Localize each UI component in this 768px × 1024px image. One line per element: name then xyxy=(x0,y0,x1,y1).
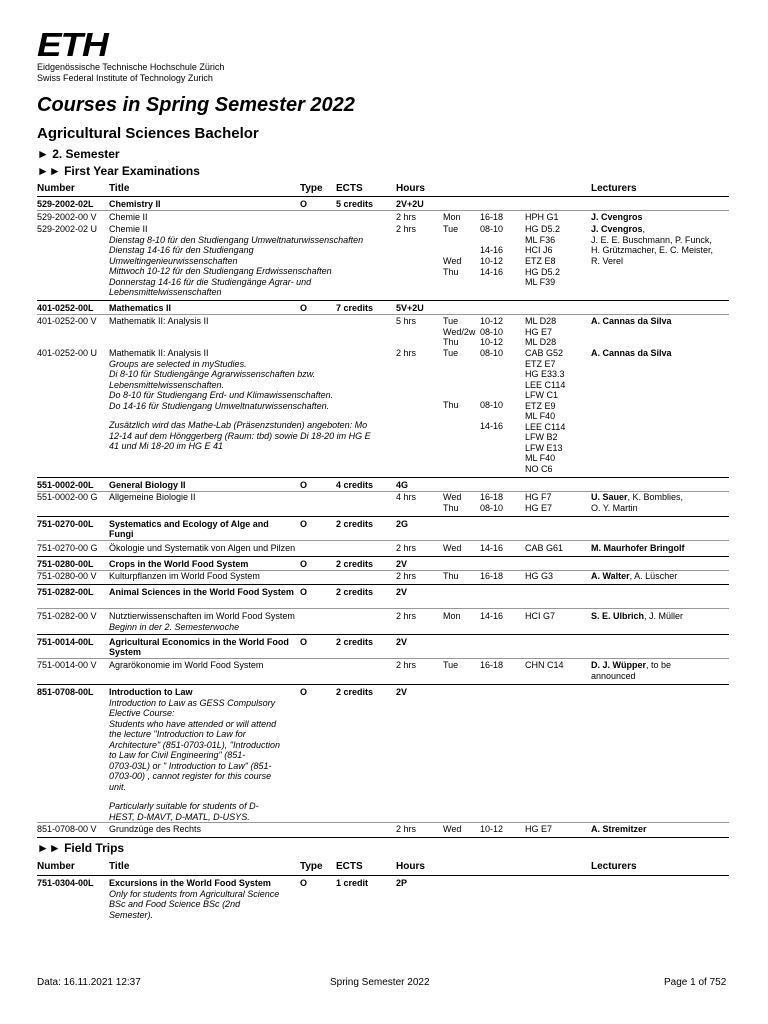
course-ects: 2 credits xyxy=(336,519,374,529)
course-note: Particularly suitable for students of D- xyxy=(109,801,259,811)
unit-lecturer: A. Cannas da Silva xyxy=(591,348,672,358)
course-note: Architecture" (851-0703-01L), "Introduction xyxy=(109,739,280,750)
course-hours: 2P xyxy=(396,878,408,888)
unit-room: HG G3 xyxy=(525,571,554,581)
lecturer-rest: , A. Lüscher xyxy=(629,571,678,581)
header-rule xyxy=(37,196,729,197)
col-title: Title xyxy=(109,183,130,194)
course-ects: 2 credits xyxy=(336,687,374,697)
unit-lecturer xyxy=(591,224,645,234)
unit-room: ETZ E9 xyxy=(525,400,556,411)
col-lecturers: Lecturers xyxy=(591,183,637,194)
unit-hours: 4 hrs xyxy=(396,492,417,502)
unit-lecturer: announced xyxy=(591,670,636,681)
course-number: 751-0280-00L xyxy=(37,559,94,569)
course-ects: 2 credits xyxy=(336,637,374,647)
unit-day: Wed xyxy=(443,543,462,553)
unit-time: 14-16 xyxy=(480,421,504,431)
unit-room: CAB G61 xyxy=(525,543,564,553)
col-type: Type xyxy=(300,183,323,194)
course-note: Elective Course: xyxy=(109,708,175,718)
course-title: Excursions in the World Food System xyxy=(109,878,271,888)
unit-note: Groups are selected in myStudies. xyxy=(109,358,247,369)
unit-lecturer: A. Cannas da Silva xyxy=(591,316,672,326)
unit-day: Tue xyxy=(443,660,459,670)
unit-lecturer: R. Verel xyxy=(591,256,624,266)
unit-hours: 2 hrs xyxy=(396,571,417,581)
course-hours: 5V+2U xyxy=(396,303,424,313)
course-type: O xyxy=(300,559,308,569)
course-title: Agricultural Economics in the World Food System xyxy=(109,637,289,658)
course-hours: 4G xyxy=(396,480,409,490)
unit-day: Tue xyxy=(443,224,459,234)
unit-hours: 2 hrs xyxy=(396,212,417,222)
course-type: O xyxy=(300,303,308,313)
unit-room: CHN C14 xyxy=(525,660,564,670)
unit-title: Ökologie und Systematik von Algen und Pilzen xyxy=(109,543,296,553)
unit-hours: 2 hrs xyxy=(396,224,417,234)
unit-time: 16-18 xyxy=(480,660,504,670)
col-hours: Hours xyxy=(396,183,425,194)
course-note: 0703-00) , cannot register for this course xyxy=(109,771,272,781)
unit-time: 16-18 xyxy=(480,492,504,502)
course-ects: 7 credits xyxy=(336,303,374,313)
unit-note: Zusätzlich wird das Mathe-Lab (Präsenzstunden) angeboten: Mo xyxy=(109,420,368,430)
course-note: Semester). xyxy=(109,909,154,920)
unit-note: Beginn in der 2. Semesterwoche xyxy=(109,621,240,632)
semester-heading: ► 2. Semester xyxy=(37,147,120,161)
course-note: Introduction to Law as GESS Compulsory xyxy=(109,697,276,708)
unit-number: 751-0282-00 V xyxy=(37,611,97,621)
lecturer-sep: , xyxy=(642,224,646,234)
course-type: O xyxy=(300,878,308,888)
course-type: O xyxy=(300,637,308,647)
course-title: Mathematics II xyxy=(109,303,172,313)
unit-room: LFW E13 xyxy=(525,442,563,453)
unit-room: HG E7 xyxy=(525,502,553,513)
col-number: Number xyxy=(37,183,75,194)
course-note: Students who have attended or will attend xyxy=(109,718,277,729)
unit-lecturer: A. Stremitzer xyxy=(591,824,647,834)
unit-note: Umweltingenieurwissenschaften xyxy=(109,255,238,266)
unit-number: 751-0270-00 G xyxy=(37,543,98,553)
unit-title: Mathematik II: Analysis II xyxy=(109,348,209,358)
lecturer-rest: , K. Bomblies, xyxy=(627,492,684,502)
unit-hours: 2 hrs xyxy=(396,824,417,834)
unit-lecturer: M. Maurhofer Bringolf xyxy=(591,543,685,553)
course-note: the lecture "Introduction to Law for xyxy=(109,729,246,739)
col-hours: Hours xyxy=(396,861,425,872)
lecturer-rest: , to be xyxy=(646,660,672,670)
unit-title: Allgemeine Biologie II xyxy=(109,492,196,502)
course-title: General Biology II xyxy=(109,480,186,490)
unit-day: Thu xyxy=(443,502,459,513)
unit-room: ML F36 xyxy=(525,234,556,245)
eth-logo-mark: ETH xyxy=(37,26,108,63)
course-title: Chemistry II xyxy=(109,199,161,209)
col-ects: ECTS xyxy=(336,861,363,872)
unit-room: HG E7 xyxy=(525,824,553,834)
col-title: Title xyxy=(109,861,130,872)
unit-room: HG F7 xyxy=(525,492,552,502)
unit-room: ETZ E8 xyxy=(525,256,556,266)
unit-lecturer: J. E. E. Buschmann, P. Funck, xyxy=(591,234,712,245)
col-ects: ECTS xyxy=(336,183,363,194)
unit-day: Thu xyxy=(443,337,459,347)
unit-number: 401-0252-00 V xyxy=(37,316,97,326)
unit-number: 751-0280-00 V xyxy=(37,571,97,581)
lecturer-main: S. E. Ulbrich xyxy=(591,611,645,621)
unit-time: 16-18 xyxy=(480,212,504,222)
unit-title: Chemie II xyxy=(109,212,148,222)
unit-room: LFW C1 xyxy=(525,390,559,400)
unit-number: 529-2002-00 V xyxy=(37,212,97,222)
unit-lecturer xyxy=(591,611,683,621)
unit-lecturer: O. Y. Martin xyxy=(591,502,638,513)
lecturer-rest: , J. Müller xyxy=(644,611,684,621)
course-type: O xyxy=(300,199,308,209)
course-ects: 1 credit xyxy=(336,878,369,888)
course-note: 0703-03L) or " Introduction to Law" (851- xyxy=(109,760,272,771)
course-hours: 2G xyxy=(396,519,409,529)
course-number: 751-0282-00L xyxy=(37,587,94,597)
footer-semester: Spring Semester 2022 xyxy=(330,977,430,988)
unit-room: LEE C114 xyxy=(525,421,566,432)
course-hours: 2V xyxy=(396,637,408,647)
course-number: 751-0304-00L xyxy=(37,878,94,888)
unit-time: 08-10 xyxy=(480,502,504,513)
course-hours: 2V xyxy=(396,687,408,697)
unit-time: 10-12 xyxy=(480,824,504,834)
unit-room: ML D28 xyxy=(525,337,557,347)
unit-lecturer: J. Cvengros xyxy=(591,212,643,222)
unit-room: HPH G1 xyxy=(525,212,559,222)
unit-note: Do 8-10 für Studiengang Erd- und Klimawissenschaften. xyxy=(109,390,334,400)
unit-room: ETZ E7 xyxy=(525,358,556,369)
course-note: unit. xyxy=(109,781,127,792)
course-ects: 5 credits xyxy=(336,199,374,209)
unit-time: 14-16 xyxy=(480,266,504,277)
unit-note: Mittwoch 10-12 für den Studiengang Erdwissenschaften xyxy=(109,266,332,276)
course-title: Introduction to Law xyxy=(109,687,193,697)
unit-time: 10-12 xyxy=(480,316,504,326)
unit-time: 10-12 xyxy=(480,256,504,266)
unit-room: HG E7 xyxy=(525,326,553,337)
lecturer-main: U. Sauer xyxy=(591,492,628,502)
footer-page-number: Page 1 of 752 xyxy=(664,977,727,988)
footer-date: Data: 16.11.2021 12:37 xyxy=(37,977,141,988)
unit-room: ML F40 xyxy=(525,453,556,463)
unit-time: 14-16 xyxy=(480,543,504,553)
unit-day: Mon xyxy=(443,611,461,621)
unit-title: Chemie II xyxy=(109,224,148,234)
course-type: O xyxy=(300,687,308,697)
unit-time: 14-16 xyxy=(480,611,504,621)
course-number: 751-0014-00L xyxy=(37,637,94,647)
unit-title: Kulturpflanzen im World Food System xyxy=(109,571,260,581)
course-note: to Law for Civil Engineering" (851- xyxy=(109,750,246,760)
unit-note: Lebensmittelwissenschaften. xyxy=(109,379,225,390)
unit-number: 851-0708-00 V xyxy=(37,824,97,834)
unit-lecturer xyxy=(591,571,677,581)
unit-title: Mathematik II: Analysis II xyxy=(109,316,209,326)
unit-day: Thu xyxy=(443,571,459,581)
unit-number: 529-2002-02 U xyxy=(37,224,98,234)
unit-note: Do 14-16 für Studiengang Umweltnaturwissenschaften. xyxy=(109,400,330,411)
eth-logo xyxy=(37,26,225,84)
course-note: Only for students from Agricultural Science xyxy=(109,888,280,899)
course-ects: 4 credits xyxy=(336,480,374,490)
unit-room: NO C6 xyxy=(525,463,553,474)
unit-lecturer: H. Grützmacher, E. C. Meister, xyxy=(591,245,714,255)
unit-hours: 2 hrs xyxy=(396,348,417,358)
col-lecturers: Lecturers xyxy=(591,861,637,872)
unit-time: 16-18 xyxy=(480,571,504,581)
unit-hours: 2 hrs xyxy=(396,543,417,553)
col-number: Number xyxy=(37,861,75,872)
unit-day: Thu xyxy=(443,266,459,277)
lecturer-main: J. Cvengros xyxy=(591,224,643,234)
unit-lecturer xyxy=(591,492,683,502)
unit-note: Lebensmittelwissenschaften xyxy=(109,287,222,297)
unit-day: Wed xyxy=(443,824,462,834)
table-header xyxy=(37,859,729,876)
course-title: Systematics and Ecology of Alge and Fungi xyxy=(109,519,269,540)
course-type: O xyxy=(300,587,308,597)
unit-number: 401-0252-00 U xyxy=(37,348,98,358)
lecturer-main: A. Walter xyxy=(591,571,630,581)
unit-time: 08-10 xyxy=(480,224,504,234)
unit-time: 14-16 xyxy=(480,245,504,255)
course-number: 751-0270-00L xyxy=(37,519,94,529)
unit-note: Di 8-10 für Studiengänge Agrarwissenschaften bzw. xyxy=(109,369,316,379)
course-note: BSc and Food Science BSc (2nd xyxy=(109,899,241,909)
eth-name-german: Eidgenössische Technische Hochschule Zürich xyxy=(37,62,225,72)
course-type: O xyxy=(300,519,308,529)
unit-room: LFW B2 xyxy=(525,432,558,442)
unit-day: Wed/2w xyxy=(443,326,476,337)
course-ects: 2 credits xyxy=(336,587,374,597)
unit-hours: 2 hrs xyxy=(396,611,417,621)
unit-day: Thu xyxy=(443,400,459,410)
unit-time: 08-10 xyxy=(480,348,504,358)
course-hours: 2V xyxy=(396,587,408,597)
unit-note: 12-14 auf dem Hönggerberg (Raum: tbd) sowie Di 18-20 im HG E xyxy=(109,430,371,441)
unit-note: 41 und Mi 18-20 im HG E 41 xyxy=(109,441,224,451)
unit-room: HG D5.2 xyxy=(525,224,561,234)
course-hours: 2V+2U xyxy=(396,199,424,209)
unit-note: Donnerstag 14-16 für die Studiengänge Agrar- und xyxy=(109,276,312,287)
unit-room: HCI G7 xyxy=(525,611,556,621)
unit-note: Dienstag 14-16 für den Studiengang xyxy=(109,245,254,255)
lecturer-main: D. J. Wüpper xyxy=(591,660,647,670)
unit-title: Grundzüge des Rechts xyxy=(109,824,202,834)
unit-hours: 5 hrs xyxy=(396,316,417,326)
course-number: 851-0708-00L xyxy=(37,687,94,697)
course-ects: 2 credits xyxy=(336,559,374,569)
page-title: Courses in Spring Semester 2022 xyxy=(37,94,355,116)
unit-room: HG E33.3 xyxy=(525,369,565,379)
course-title: Crops in the World Food System xyxy=(109,559,249,569)
unit-number: 751-0014-00 V xyxy=(37,660,97,670)
unit-title: Nutztierwissenschaften im World Food System xyxy=(109,611,295,621)
col-type: Type xyxy=(300,861,323,872)
course-title: Animal Sciences in the World Food System xyxy=(109,587,294,597)
course-number: 401-0252-00L xyxy=(37,303,94,313)
unit-room: HG D5.2 xyxy=(525,266,561,277)
unit-lecturer xyxy=(591,660,671,670)
unit-day: Wed xyxy=(443,256,462,266)
course-number: 529-2002-02L xyxy=(37,199,94,209)
unit-room: ML F39 xyxy=(525,277,556,287)
course-type: O xyxy=(300,480,308,490)
unit-day: Tue xyxy=(443,316,459,326)
unit-day: Mon xyxy=(443,212,461,222)
unit-day: Tue xyxy=(443,348,459,358)
unit-room: ML F40 xyxy=(525,411,556,421)
course-number: 551-0002-00L xyxy=(37,480,94,490)
unit-room: LEE C114 xyxy=(525,379,566,390)
unit-title: Agrarökonomie im World Food System xyxy=(109,660,264,670)
unit-time: 08-10 xyxy=(480,400,504,410)
course-note: HEST, D-MAVT, D-MATL, D-USYS. xyxy=(109,811,250,822)
unit-day: Wed xyxy=(443,492,462,502)
first-year-heading: ►► First Year Examinations xyxy=(37,164,200,178)
unit-time: 08-10 xyxy=(480,326,504,337)
field-trips-heading: ►► Field Trips xyxy=(37,841,125,855)
eth-name-english: Swiss Federal Institute of Technology Zurich xyxy=(37,73,213,83)
unit-time: 10-12 xyxy=(480,337,504,347)
unit-room: HCI J6 xyxy=(525,245,553,255)
course-hours: 2V xyxy=(396,559,408,569)
unit-hours: 2 hrs xyxy=(396,660,417,670)
unit-number: 551-0002-00 G xyxy=(37,492,98,502)
unit-room: ML D28 xyxy=(525,316,557,326)
unit-note: Dienstag 8-10 für den Studiengang Umweltnaturwissenschaften xyxy=(109,234,364,245)
program-title: Agricultural Sciences Bachelor xyxy=(37,125,259,142)
unit-room: CAB G52 xyxy=(525,348,564,358)
